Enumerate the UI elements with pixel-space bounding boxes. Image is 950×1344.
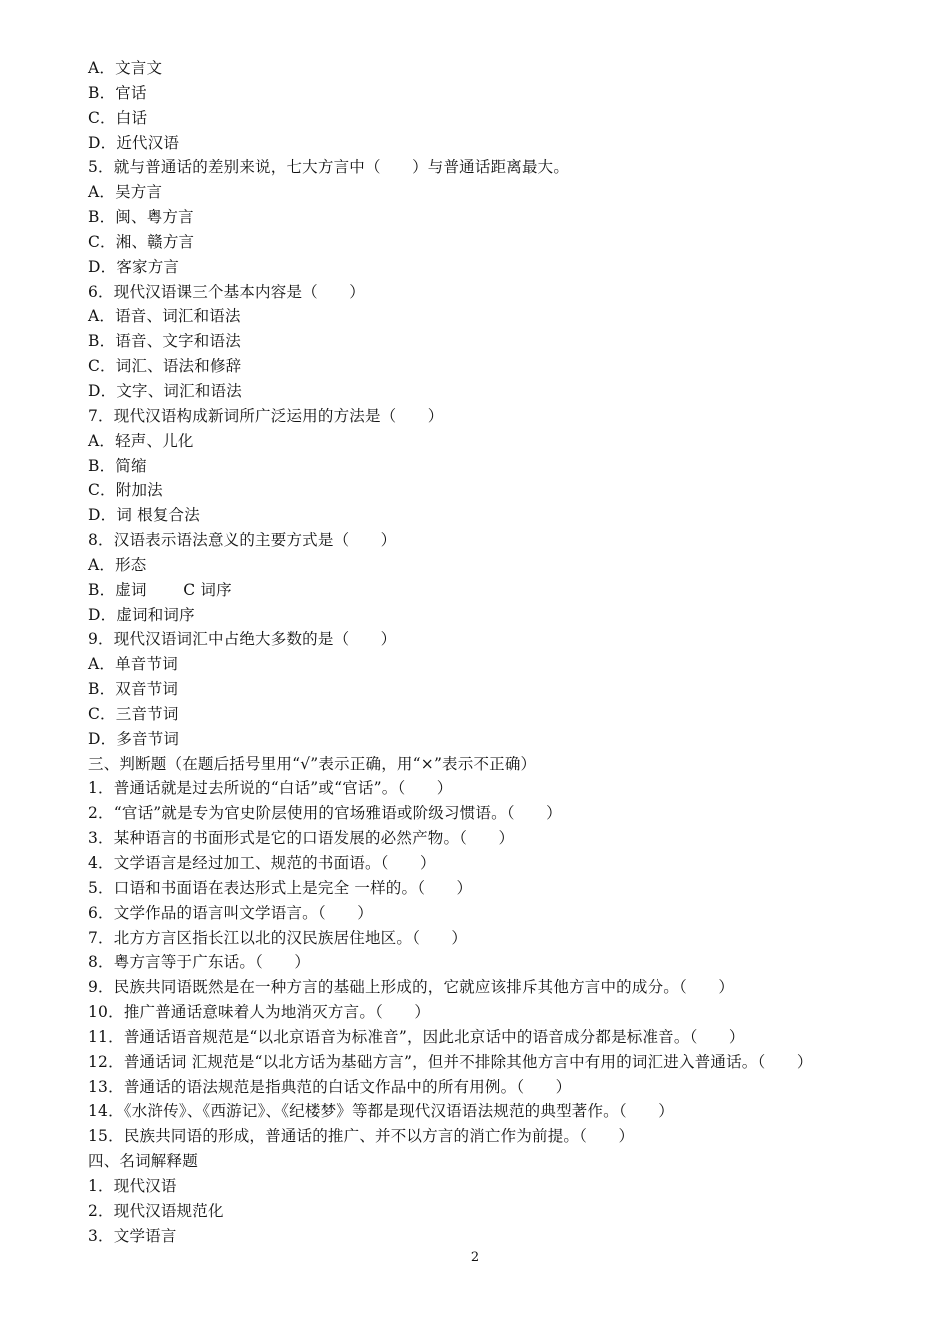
text-line: 四、名词解释题 — [88, 1152, 198, 1171]
text-line: 11．普通话语音规范是“以北京语音为标准音”，因此北京话中的语音成分都是标准音。（ ） — [88, 1027, 745, 1046]
text-line: C．附加法 — [88, 481, 163, 500]
text-line: B．简缩 — [88, 456, 147, 475]
text-line: B．虚词 C 词序 — [88, 580, 232, 599]
text-line: 7．北方方言区指长江以北的汉民族居住地区。（ ） — [88, 928, 468, 947]
text-line: 2．“官话”就是专为官史阶层使用的官场雅语或阶级习惯语。（ ） — [88, 804, 562, 823]
text-line: 15．民族共同语的形成，普通话的推广、并不以方言的消亡作为前提。（ ） — [88, 1127, 635, 1146]
text-line: 5．口语和书面语在表达形式上是完全 一样的。（ ） — [88, 878, 473, 897]
text-line: 9．民族共同语既然是在一种方言的基础上形成的，它就应该排斥其他方言中的成分。（ ） — [88, 978, 735, 997]
text-line: B．闽、粤方言 — [88, 208, 194, 227]
text-line: 6．文学作品的语言叫文学语言。（ ） — [88, 903, 373, 922]
text-line: D．虚词和词序 — [88, 605, 195, 624]
text-line: D．词 根复合法 — [88, 506, 200, 525]
text-line: C．白话 — [88, 108, 148, 127]
text-line: 9．现代汉语词汇中占绝大多数的是（ ） — [88, 630, 397, 649]
text-line: A．吴方言 — [88, 183, 163, 202]
text-line: A．语音、词汇和语法 — [88, 307, 241, 326]
text-line: 3．文学语言 — [88, 1226, 177, 1245]
text-line: C．湘、赣方言 — [88, 232, 195, 251]
text-line: C．三音节词 — [88, 704, 179, 723]
text-line: 1．普通话就是过去所说的“白话”或“官话”。（ ） — [88, 779, 453, 798]
text-line: 5．就与普通话的差别来说，七大方言中（ ）与普通话距离最大。 — [88, 158, 570, 177]
text-line: A．文言文 — [88, 59, 163, 77]
text-line: 12．普通话词 汇规范是“以北方话为基础方言”，但并不排除其他方言中有用的词汇进入普通话。（ ） — [88, 1052, 813, 1071]
text-line: 4．文学语言是经过加工、规范的书面语。（ ） — [88, 854, 436, 872]
text-line: 3．某种语言的书面形式是它的口语发展的必然产物。（ ） — [88, 829, 515, 848]
text-line: 1．现代汉语 — [88, 1176, 177, 1195]
text-line: D．客家方言 — [88, 257, 180, 276]
text-line: B．语音、文字和语法 — [88, 332, 241, 351]
text-line: 8．粤方言等于广东话。（ ） — [88, 953, 311, 972]
text-line: 13．普通话的语法规范是指典范的白话文作品中的所有用例。（ ） — [88, 1077, 572, 1096]
text-line: A．轻声、儿化 — [88, 431, 194, 450]
page-number: 2 — [470, 1250, 480, 1265]
text-line: 6．现代汉语课三个基本内容是（ ） — [88, 282, 365, 301]
text-line: B．双音节词 — [88, 680, 179, 699]
text-line: A．单音节词 — [88, 655, 178, 674]
text-line: D．文字、词汇和语法 — [88, 381, 242, 400]
text-line: 8．汉语表示语法意义的主要方式是（ ） — [88, 531, 397, 550]
text-line: 2．现代汉语规范化 — [88, 1201, 224, 1220]
text-line: D．近代汉语 — [88, 133, 180, 152]
text-line: B．官话 — [88, 83, 147, 102]
text-line: 7．现代汉语构成新词所广泛运用的方法是（ ） — [88, 406, 444, 425]
text-line: 10．推广普通话意味着人为地消灭方言。（ ） — [88, 1003, 431, 1022]
text-line: C．词汇、语法和修辞 — [88, 357, 242, 376]
text-line: 三、判断题（在题后括号里用“√”表示正确，用“×”表示不正确） — [88, 754, 537, 773]
text-line: 14．《水浒传》、《西游记》、《纪楼梦》等都是现代汉语语法规范的典型著作。（ ） — [88, 1102, 674, 1121]
text-line: D．多音节词 — [88, 729, 180, 748]
text-line: A．形态 — [88, 555, 147, 574]
document-body — [88, 56, 888, 1249]
